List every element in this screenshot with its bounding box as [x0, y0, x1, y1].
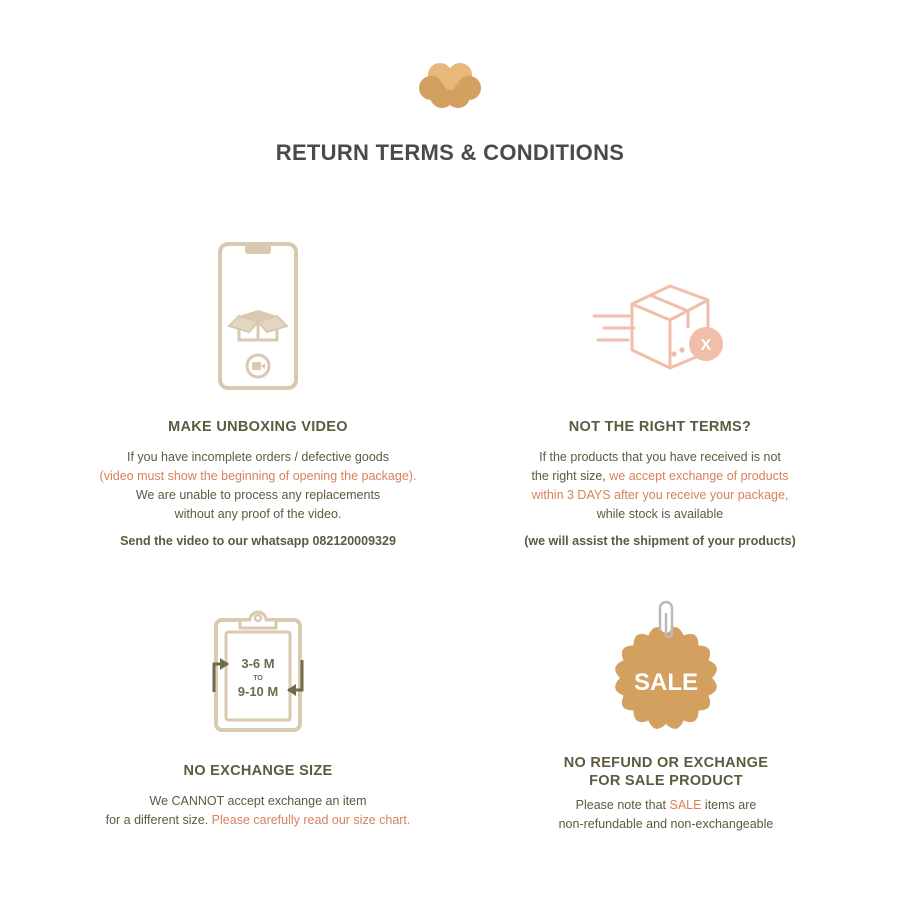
terms-description: [450, 448, 870, 524]
cancel-badge-text: X: [700, 337, 712, 354]
sale-tag-icon: [608, 600, 724, 732]
size-title: NO EXCHANGE SIZE: [183, 763, 333, 779]
box-cancel-icon: [590, 276, 730, 372]
sale-line-1: [456, 796, 876, 815]
size-line-2-plain: for a different size.: [105, 813, 212, 827]
unboxing-description: [48, 448, 468, 524]
clipboard-to-label: TO: [253, 675, 263, 682]
sale-title: [456, 754, 876, 790]
clipboard-to-size: 9-10 M: [237, 684, 279, 699]
terms-line-2-plain: the right size,: [531, 469, 610, 483]
sale-line-1-accent: SALE: [669, 798, 702, 812]
sale-line-1-plain-a: Please note that: [575, 798, 670, 812]
unboxing-title: MAKE UNBOXING VIDEO: [168, 419, 348, 435]
unboxing-line-3: We are unable to process any replacements: [135, 488, 381, 502]
terms-line-2: [450, 467, 870, 486]
page-title: RETURN TERMS & CONDITIONS: [275, 140, 625, 165]
unboxing-section: [48, 240, 468, 551]
sale-section: [456, 600, 876, 834]
sale-title-line-2: FOR SALE PRODUCT: [589, 773, 743, 789]
unboxing-whatsapp-note: Send the video to our whatsapp 082120009329: [120, 534, 396, 548]
clipboard-from-size: 3-6 M: [241, 656, 275, 671]
unboxing-line-1: If you have incomplete orders / defective goods: [127, 450, 389, 464]
sale-title-line-1: NO REFUND OR EXCHANGE: [563, 755, 769, 771]
clipboard-size-icon: [196, 608, 320, 734]
terms-line-2-accent: we accept exchange of products: [609, 469, 789, 483]
size-section: [48, 608, 468, 830]
terms-line-4: while stock is available: [596, 507, 724, 521]
size-description: [48, 792, 468, 830]
terms-title: NOT THE RIGHT TERMS?: [568, 419, 752, 435]
size-line-2: [48, 811, 468, 830]
size-line-1: We CANNOT accept exchange an item: [149, 794, 367, 808]
terms-shipment-note: (we will assist the shipment of your products): [524, 534, 796, 548]
sale-line-2: non-refundable and non-exchangeable: [558, 817, 774, 831]
size-chart-link[interactable]: Please carefully read our size chart.: [211, 813, 411, 827]
unboxing-line-4: without any proof of the video.: [174, 507, 342, 521]
sale-line-1-plain-b: items are: [701, 798, 757, 812]
unboxing-line-2: (video must show the beginning of opening the package).: [99, 469, 417, 483]
flower-logo-icon: [418, 58, 482, 110]
terms-section: [450, 276, 870, 551]
terms-line-3: within 3 DAYS after you receive your package,: [531, 488, 789, 502]
sale-description: [456, 796, 876, 834]
phone-unboxing-icon: [213, 240, 303, 392]
sale-tag-text: SALE: [633, 669, 699, 696]
terms-line-1: If the products that you have received is not: [539, 450, 781, 464]
